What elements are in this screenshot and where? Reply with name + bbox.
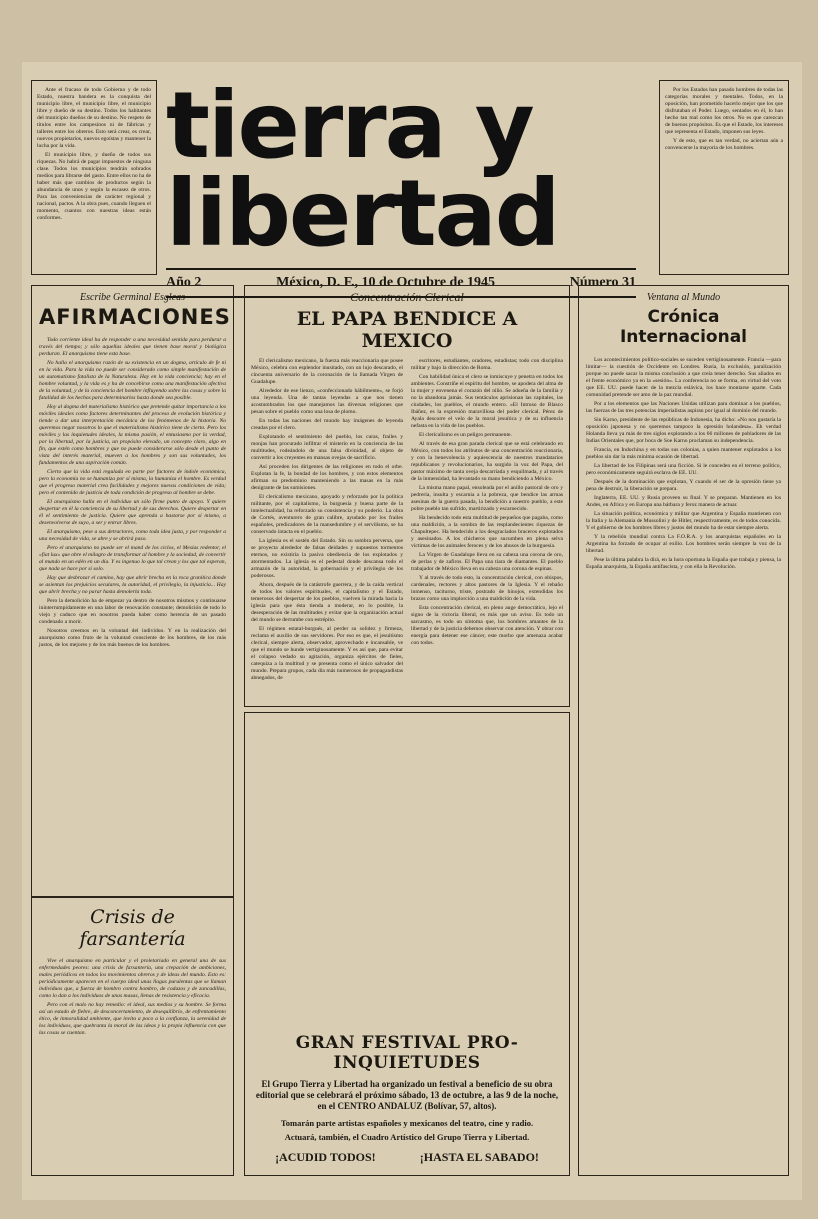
kicker-center: Concentración Clerical <box>350 290 464 304</box>
papa-para: El régimen estatal-burgués, al perder su solidez y firmeza, reclama el auxilio de sus servidores. Por eso es que, el jesuitismo clerical, siempre alerta, observador, aprovechado e incansable, ve que el mundo se hunde vertiginosamente. Y es así que, para evitar el colapso vedado su agitación, organiza ejércitos de fieles, catequiza a la multitud y se presenta como el único salvador del mundo. Prepara grupos, cada día más numerosos de propagandistas abnegados, de <box>251 626 403 681</box>
festival-line-3: Actuará, también, el Cuadro Artístico del Grupo Tierra y Libertad. <box>284 1132 530 1142</box>
slogan-right: ¡HASTA EL SABADO! <box>419 1150 539 1164</box>
article-para: El anarquismo halla en el individuo un sólo firme punto de apoyo. Y quiere despertar en él la conciencia de su libertad y de sus derechos. Quiere despertar en él el sentimiento de justicia. Quiere que aprenda a bastarse por sí mismo, a desenvolverse de suyo, a ser y entrar libres. <box>39 499 226 526</box>
right-top-para: Por los Estados han pasado hombres de todas las categorías morales y mentales. Todos, en la oposición, han prometido hacerlo mejor que los que disfrutaban el Poder. Luego, sentados en él, lo han hecho tan mal como los otros. No es que carezcan de buenos propósitos. Es que el Estado, los intereses que representa el Estado, imponen sus leyes. <box>665 87 783 135</box>
title-line-2: libertad <box>166 160 559 267</box>
article-para: Pero el anarquismo no puede ser el mand de los ciclos, el Mesías redentor, el «fiat lux» que obre el milagro de transformar al hombre y la sociedad, de convertir al mundo en un edén en un día. Y es ingenuo lo que tal crean y los que tal esperan, que nada se hace por sí solo. <box>39 545 226 572</box>
papa-para: Al través de esa gran parada clerical que se está celebrando en México, con todos los atributos de una concentración reaccionaria, y con la benevolencia y aquiescencia de nuestros mandatarios republicanos y revolucionarios, ha surgido la voz del Papa, del pastor máximo de tanta oveja descarriada y esquilmada, y al través de la inmensidad, ha levantado su mano bendiciendo a México. <box>411 441 563 482</box>
papa-para: Ahora, después de la catástrofe guerrera, y de la caída vertical de todos los valores espirituales, el capitalismo y el Estado, temerosos del despertar de los pueblos, vuelven la mirada hacia la iglesia para que ésta tienda a moderar, en lo posible, la desesperación de las multitudes y evitar que la organización actual del mundo se derrumbe con estrépito. <box>251 582 403 623</box>
center-column-box <box>244 285 570 707</box>
papa-para: Así proceden los dirigentes de las religiones en todo el orbe. Explotan la fe, la bondad de los hombres, y con estos elementos afirman su predominio manteniendo a las masas en la más denigrante de las sumisiones. <box>251 464 403 491</box>
right-top-text <box>665 87 783 152</box>
cronica-para: La libertad de los Filipinas será una ficción. Si le conceden en el terreno político, pero económicamente seguirá esclava de EE. UU. <box>586 463 781 476</box>
article-para: Nosotros creemos en la voluntad del individuo. Y en la realización del anarquismo como fruto de la voluntad consciente de los hombres, de los más justos, de los mejores y de los más buenos de los hombres. <box>39 628 226 648</box>
headline-festival: GRAN FESTIVAL PRO-INQUIETUDES <box>295 1033 519 1073</box>
article-para: No halla el anarquismo razón de su existencia en un dogma, artículo de fe ni en la vida. Para la vida no puede ser considerado como simple manifestación de un automatismo fatalista de la Naturaleza. Hay en la vida conciencia; hay en el hombre voluntad, y la vida es y ha de concebirse como una manifestación afectiva de la voluntad, y de la conciencia del hombre influyendo sobre las cosas y sobre la fatalidad de los hechos para determinarlos hasta donde sea posible. <box>39 360 226 401</box>
article-para: Pero la demolición ha de empezar ya dentro de nosotros mismos y continuarse ininterrumpidamente en una labor de renovación constante; demolición de todo lo viejo y caduco que en nosotros pueda haber como herencia de un pasado condenado a morir. <box>39 598 226 625</box>
left-top-text <box>37 87 151 222</box>
cronica-para: Los acontecimientos político-sociales se suceden vertiginosamente. Francia —para limitar— la cuestión de Occidente en Londres. Rusia, la exclusión, paralización porque no puede sacar la misma conclusión a que creía tener derecho. Sus aliados en el frente económico ya en la «sesión». La conferencia no se forma, en virtud del voto que EE. UU. puede hacer de la mezcla eslávica, los hace montarse aparte. Cada comunidad pretende ser amo de la paz mundial. <box>586 357 781 398</box>
left-top-para: El municipio libre, y dueño de todos sus riquezas. No habrá de pagar impuestos de ninguna clase. Todos los municipios tendrán sobrados medios para librarse del gasto. Entre ellos no ha de haber más que cambios de productos según la abundancia de unos y según la escasez de otros. Para las conveniencias de carácter regional y nacional, pactos. A la obra pues, cuando lleguen el momento, cuantos con nuestras ideas están conformes. <box>37 152 152 221</box>
article-para: Cierto que la vida está regulada en parte por factores de índole económica, pero la economía no se humaniza por sí misma, la humaniza el hombre. Es verdad que el progreso material crea facilidades y mejores nuevas condiciones de vida; pero el contenido de justicia de toda condición de progreso al hombre se debe. <box>39 469 226 496</box>
kicker-left: Escribe Germinal Esgleas <box>80 292 185 303</box>
slogan-left: ¡ACUDID TODOS! <box>275 1150 376 1164</box>
cronica-para: Sin Karno, presidente de las repúblicas de Indonesia, ha dicho: «No nos gustaría la oposición japonesa y no queremos tampoco la opresión holandesa». Eh verdad Holanda lleva ya más de tres siglos explotando a los 66 millones de pobladores de las Indias Orientales que, por boca de Soe Karno proclaman su independencia. <box>586 417 781 444</box>
crisis-box <box>31 897 234 1176</box>
cronica-para: Y la rebelión mundial contra La F.O.R.A. y los anarquistas españoles en la Argentina ha forzado de ocupar al exilio. Los hombres serán siempre la voz de la libertad. <box>586 534 781 554</box>
headline-papa: EL PAPA BENDICE A MEXICO <box>296 308 518 352</box>
cronica-body <box>586 357 781 571</box>
cronica-para: Por a los elementos que las Naciones Unidas utilizan para dominar a los pueblos, las fuerzas de las tres potencias imperialistas aspiran por igual al dominio del mundo. <box>586 401 781 414</box>
papa-para: Y al través de todo esto, la concentración clerical, con obispos, cardenales, rectores y altos pastores de la Iglesia. Y el rebaño inmenso, taciturno, triste, postrado de hinojos, extendidas los brazos como una implorción a una maldición de la vida. <box>411 575 563 602</box>
festival-body: El Grupo Tierra y Libertad ha organizado un festival a beneficio de su obra editorial que se celebrará el próximo sábado, 13 de octubre, a las 9 de la noche, en el CENTRO ANDALUZ (Bolívar, 57, altos). <box>255 1079 559 1111</box>
papa-para: Ha bendecido todo esta multitud de pequeños que pagaba, como una maldición, a la sombra de las resplandecientes riquezas de Chapultepec. Ha bendecido a los desgraciados braceros explotados y asesinados. A los chicheros que sucumben en plena selva víctimas de los animales feroces y de los abusos de la burguesía. <box>411 515 563 549</box>
cronica-para: Francia, en Indochina y en todas sus colonias, a quien mantener explotados a los pueblos sin dar la más mínima ocasión de libertad. <box>586 447 781 460</box>
place-date: México, D. F., 10 de Octubre de 1945 <box>276 275 496 290</box>
kicker-right: Ventana al Mundo <box>646 292 721 303</box>
article-para: Hay que desbrozar el camino, hay que abrir brecha en la roca granítica donde se asientan los prejuicios seculares, la autoridad, el privilegio, la injusticia... Hay que abrir brecha y no parar hasta demolerla toda. <box>39 575 226 595</box>
papa-para: La iglesia es el sostén del Estado. Sin su sombra perversa, que se proyecta alrededor de falsas deidades y supuestos tormentos eternos, no existiría la pasiva obediencia de los explotados y atormentados. La iglesia es el pedestal donde descansa todo el armazón de la autoridad, la gobernación y el privilegio de los poderosos. <box>251 538 403 579</box>
left-top-para: Ante el fracaso de todo Gobierno y de todo Estado, nuestra bandera es la conquista del municipio libre, el municipio libre, el municipio libre y dueño de su destino. Todos los habitantes del municipio dueños de su destino. No respeto de títulos entre los campesinos ni de fábricas y talleres entre los obreros. Esto será crear, es crear, nuevos propietarios, nuevos egoístas y mantener la lucha por la vida. <box>37 87 151 149</box>
festival-slogans <box>253 1150 561 1165</box>
right-top-para: Y de esto, que es tan verdad, no aciertan aún a convencerse la mayoría de los hombres. <box>665 138 783 151</box>
papa-para: La misma mano papal, ensoleada por el anillo pastoral de oro y pedrería, insulta y escarnia a la pobreza, que bendice las armas asesinas de la guerra pasada, la bendición a nuestro pueblo, a este pobre pueblo tan sufrido, martirizado y escarnecido. <box>411 485 563 512</box>
crisis-para: Vive el anarquismo en particular y el proletariado en general una de sus enfermedades peores: una crisis de farsantería, una crepación de ambiciones, males periódicos en todos los movimientos obreros y de ideas del mundo. Esto es: periódicamente aparecen en el cuerpo ideal unas llagas purulentas que se llaman individuos que, a fuerza de hombro contra hombro, de codazos y de zancadillas, como lo dan a los individuos de unas masas, llenas de resistencia y eficacia. <box>39 958 226 999</box>
papa-col-1 <box>251 358 403 684</box>
papa-para: El clericalismo es un peligro permanente. <box>419 432 512 438</box>
papa-para: El clericalismo mexicano, apoyado y reforzado por la política militante, por el capitalismo, la burguesía y buena parte de la intelectualidad, ha reforzado su consistencia y su poderío. La obra de Cortés, aventurero de gran calibre, ayudado por los frailes españoles, predicadores de la mansedumbre y el servilismo, se ha conservado intacta en el pueblo. <box>251 494 403 535</box>
papa-para: La Virgen de Guadalupe lleva en su cabeza una corona de oro, de perlas y de zafiros. El Papa una tiara de diamantes. El pueblo trabajador de México lleva en su cabeza una corona de espinas. <box>411 552 563 572</box>
title-line-1: tierra y <box>166 72 533 179</box>
cronica-para: Después de la dominación que explotan, Y cuando el ser de la opresión tiene ya pena de destruir, la liberación se prepara. <box>586 479 781 492</box>
year: Año 2 <box>166 275 202 290</box>
masthead <box>166 72 636 267</box>
papa-col-2 <box>411 358 563 684</box>
cronica-para: La situación política, económica y militar que Argentina y España mantienen con la Italia y la Alemania de Mussolini y de Hitler, respectivamente, es de todos conocida. Y el gobierno de los hombres libres y justos del mundo ha de estar siempre alerta. <box>586 511 781 531</box>
article-para: El anarquismo, pese a sus detractores, como toda idea justa, y por responder a una necesidad de vida, se abre y se abrirá paso. <box>39 529 226 542</box>
issue-number: Número 31 <box>569 275 636 290</box>
cronica-para: Pese la última palabra la dirá, en la hora oportuna la España que trabaja y piensa, la España anarquista, la España antifascista, y con ella la Revolución. <box>586 557 781 570</box>
headline-cronica: Crónica Internacional <box>619 307 748 347</box>
papa-para: Alrededor de ese lienzo, «confeccionado hábilmente», se forjó una leyenda. Una de tantas leyendas a que nos tienen acostumbrados los que manejamos las diversas religiones que pesan sobre el pueblo como una losa de plomo. <box>251 388 403 415</box>
papa-para: Con habilidad única el clero se inmiscuye y penetra en todos los ambientes. Constriñe el espíritu del hombre, se apodera del alma de la mujer y envenena el corazón del niño. Se adueña de la familia y no la abandona jamás. Sus tentáculos aprisionan las capitales, las ciudades, los pueblos, el mundo entero. «El Intruso de Blasco Ibáñez, es la expresión maravillosa del poder clerical. Pérez de Ayala descorre el velo de la moral jesuítica y de su influencia nefasta en la vida de los pueblos. <box>411 374 563 429</box>
papa-para: escritores, estudiantes, oradores, estadistas; todo con disciplina militar y bajo la dirección de Roma. <box>411 358 563 371</box>
papa-para: Esta concentración clerical, en pleno auge democrático, lejo el signo de la victoria liberal, es más que un aviso. Es todo un sarcasmo, es todo un síntoma que, los hombres amantes de la libertad y de la justicia debemos observar con atención. Y obrar con energía para detener ese cáncer, este morbo que amenaza acabar con todos. <box>411 605 563 646</box>
crisis-para: Pero con el malo no hay remedio: el ideal, sus medios y su hombre. Se forma así un estado de fiebre, de desconcertamiento, de desequilibrio, de enfrentamiento ético, de inmoralidad ambiente, que invita a poco a la confianza, la serenidad de los individuos, que quebranta la moral de las ideas y la propia influencia con que las cosas se cuentan. <box>39 1002 226 1036</box>
dateline-top-rule <box>166 268 636 270</box>
papa-para: El clericalismo mexicano, la fuerza más reaccionaria que posee México, celebra con esplendor inusitado, con un lujo descarado, el cincuenta aniversario de la coronación de la llamada Virgen de Guadalupe. <box>251 358 403 385</box>
headline-afirmaciones: AFIRMACIONES <box>39 305 231 329</box>
article-para: Todo corriente ideal ha de responder a una necesidad sentida para perdurar a través del tiempo; y sólo aquellas ideales que tienen base moral y biológica perduran. El anarquismo tiene esta base. <box>39 337 226 357</box>
left-column-box <box>31 285 234 897</box>
right-top-box <box>659 80 789 275</box>
papa-para: En todas las naciones del mundo hay imágenes de leyenda creadas por el clero. <box>251 418 403 431</box>
festival-box <box>244 712 570 1176</box>
headline-crisis: Crisis de farsantería <box>79 906 186 950</box>
papa-para: Explotando el sentimiento del pueblo, los curas, frailes y monjas han procurado infiltrar el misterio en la conciencia de las multitudes, rodeándolo de una falsa divinidad, al objeto de convertir a los creyentes en mansas ovejas de sacrificio. <box>251 434 403 461</box>
afirmaciones-body <box>39 337 226 596</box>
cronica-para: Inglaterra, EE. UU. y Rusia proveen su final. Y se preparan. Mantienen en los Andes, en Africa y en Europa una bárbara y feroz manera de actuar. <box>586 495 781 508</box>
left-top-box <box>31 80 157 275</box>
festival-line-2: Tomarán parte artistas españoles y mexicanos del teatro, cine y radio. <box>280 1118 534 1128</box>
afirmaciones-body-upright <box>39 598 226 649</box>
article-para: Hoy al dogma del materialismo histórico que pretende quitar importancia a los móviles ideales como factores determinantes del proceso de evolución histórica y tiende a dar una interpretación mecánica de los fenómenos de la historia. No queremos negar nosotros lo que el materialismo histórico tiene de cierto. Pero los móviles y las inquietudes ideales, la misma pasión, el entusiasmo por la verdad, por la libertad, por la justicia, un propósito elevado, un concepto claro, algo en fin, que estén como hombres y que no puede considerarse sólo desde el punto de vista del interés material, mueven a los hombres y son sus voluntades, los fundamentos de una aspiración común. <box>39 404 226 466</box>
crisis-body <box>39 958 226 1037</box>
right-column-box <box>578 285 789 1176</box>
